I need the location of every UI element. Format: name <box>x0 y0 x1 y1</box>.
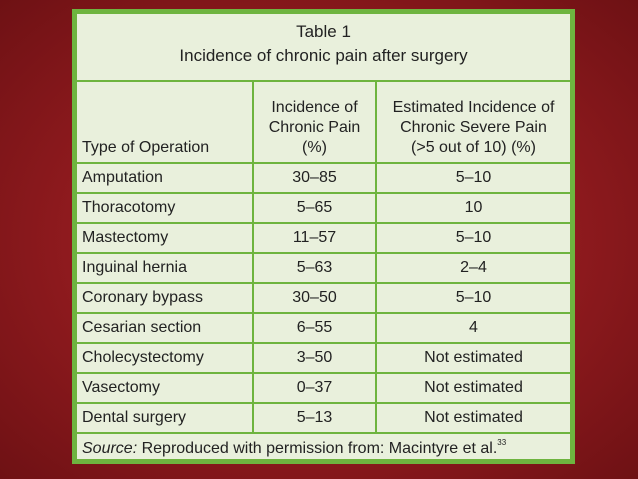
table-row <box>77 373 570 403</box>
table-number: Table 1 <box>296 22 351 41</box>
cell-severe-incidence: Not estimated <box>376 343 570 373</box>
cell-severe-incidence: 10 <box>376 193 570 223</box>
table-caption: Incidence of chronic pain after surgery <box>179 46 468 65</box>
cell-severe-incidence: 5–10 <box>376 223 570 253</box>
cell-incidence: 11–57 <box>253 223 376 253</box>
cell-operation: Amputation <box>77 163 253 193</box>
cell-incidence: 5–13 <box>253 403 376 433</box>
cell-operation: Vasectomy <box>77 373 253 403</box>
source-label: Source: <box>82 440 138 457</box>
table-row <box>77 193 570 223</box>
cell-operation: Cesarian section <box>77 313 253 343</box>
cell-incidence: 5–63 <box>253 253 376 283</box>
cell-incidence: 5–65 <box>253 193 376 223</box>
cell-operation: Inguinal hernia <box>77 253 253 283</box>
cell-operation: Cholecystectomy <box>77 343 253 373</box>
cell-severe-incidence: 4 <box>376 313 570 343</box>
cell-incidence: 0–37 <box>253 373 376 403</box>
header-type-of-operation: Type of Operation <box>77 82 253 163</box>
table-row <box>77 163 570 193</box>
table-title <box>77 14 570 82</box>
cell-severe-incidence: Not estimated <box>376 403 570 433</box>
table-frame <box>72 9 575 464</box>
cell-operation: Coronary bypass <box>77 283 253 313</box>
cell-incidence: 30–85 <box>253 163 376 193</box>
cell-operation: Mastectomy <box>77 223 253 253</box>
table-row <box>77 253 570 283</box>
cell-operation: Thoracotomy <box>77 193 253 223</box>
table-row <box>77 313 570 343</box>
table-panel <box>77 14 570 459</box>
source-note <box>82 430 570 456</box>
cell-incidence: 3–50 <box>253 343 376 373</box>
cell-severe-incidence: 5–10 <box>376 163 570 193</box>
cell-incidence: 6–55 <box>253 313 376 343</box>
header-severe-incidence: Estimated Incidence of Chronic Severe Pain (>5 out of 10) (%) <box>376 82 570 163</box>
header-incidence: Incidence of Chronic Pain (%) <box>253 82 376 163</box>
source-reference: 33 <box>497 438 507 447</box>
cell-severe-incidence: Not estimated <box>376 373 570 403</box>
table-row <box>77 343 570 373</box>
cell-incidence: 30–50 <box>253 283 376 313</box>
cell-operation: Dental surgery <box>77 403 253 433</box>
header-row <box>77 82 570 163</box>
cell-severe-incidence: 2–4 <box>376 253 570 283</box>
source-text: Reproduced with permission from: Macintyre et al. <box>137 440 498 457</box>
table-row <box>77 403 570 433</box>
cell-severe-incidence: 5–10 <box>376 283 570 313</box>
table-row <box>77 223 570 253</box>
table-row <box>77 283 570 313</box>
data-table <box>77 82 570 434</box>
